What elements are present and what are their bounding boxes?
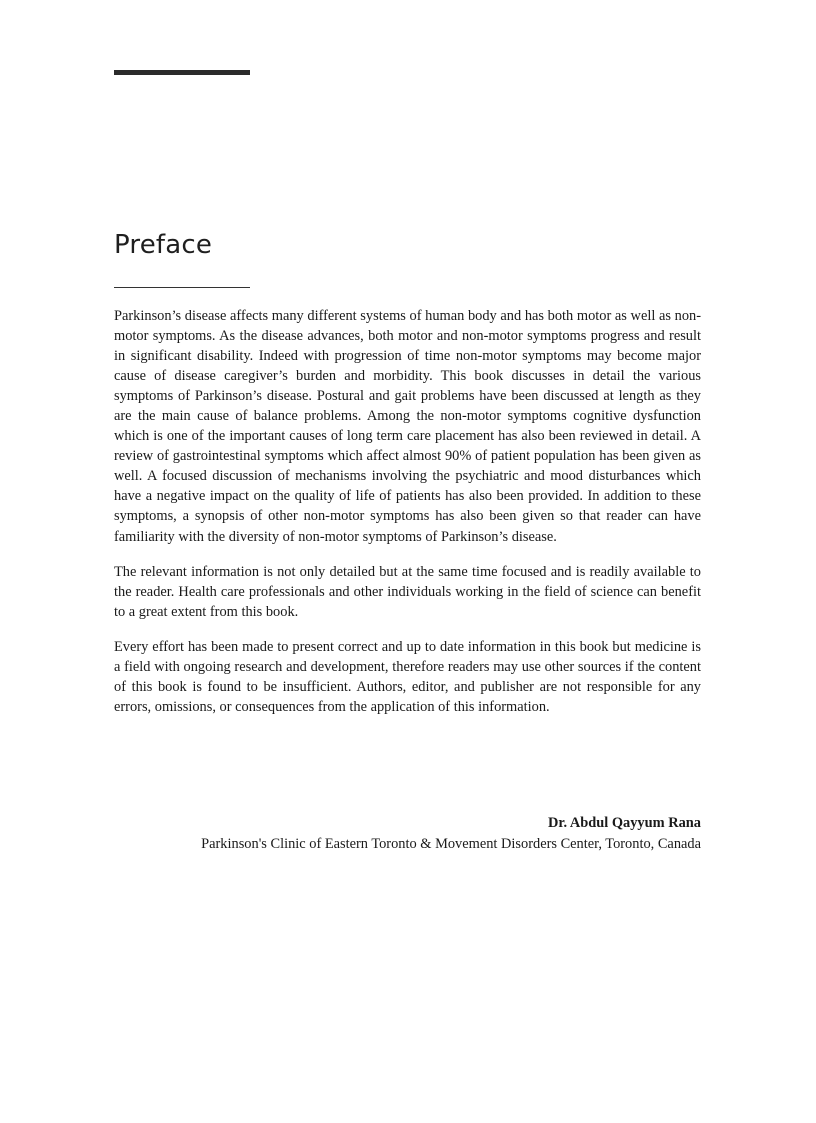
paragraph-3: Every effort has been made to present correct and up to date information in this book but medicine is a field with ongoing research and development, therefore readers may use other sources if the content of this book is found to be insufficient. Authors, editor, and publisher are not responsible for any errors, omissions, or consequences from the application of this information. (114, 638, 701, 715)
page-title: Preface (114, 230, 213, 260)
paragraph-2: The relevant information is not only detailed but at the same time focused and is readily available to the reader. Health care professionals and other individuals working in the field of science can benefit to a great extent from this book. (114, 563, 701, 620)
author-name: Dr. Abdul Qayyum Rana (547, 815, 701, 831)
author-affiliation: Parkinson's Clinic of Eastern Toronto & Movement Disorders Center, Toronto, Canada (201, 835, 701, 852)
title-underline-rule (114, 287, 250, 288)
preface-body (114, 306, 701, 732)
signature-block (114, 813, 701, 854)
top-decorative-rule (114, 70, 250, 75)
paragraph-1: Parkinson’s disease affects many different systems of human body and has both motor as well as non-motor symptoms. As the disease advances, both motor and non-motor symptoms progress and result in significant disability. Indeed with progression of time non-motor symptoms may become major cause of disease caregiver’s burden and morbidity. This book discusses in detail the various symptoms of Parkinson’s disease. Postural and gait problems have been discussed at length as they are the main cause of balance problems. Among the non-motor symptoms cognitive dysfunction which is one of the important causes of long term care placement has also been reviewed in detail. A review of gastrointestinal symptoms which affect almost 90% of patient population has been given as well. A focused discussion of mechanisms involving the psychiatric and mood disturbances which have a negative impact on the quality of life of patients has also been provided. In addition to these symptoms, a synopsis of other non-motor symptoms has also been given so that reader can have familiarity with the diversity of non-motor symptoms of Parkinson’s disease. (114, 308, 701, 545)
